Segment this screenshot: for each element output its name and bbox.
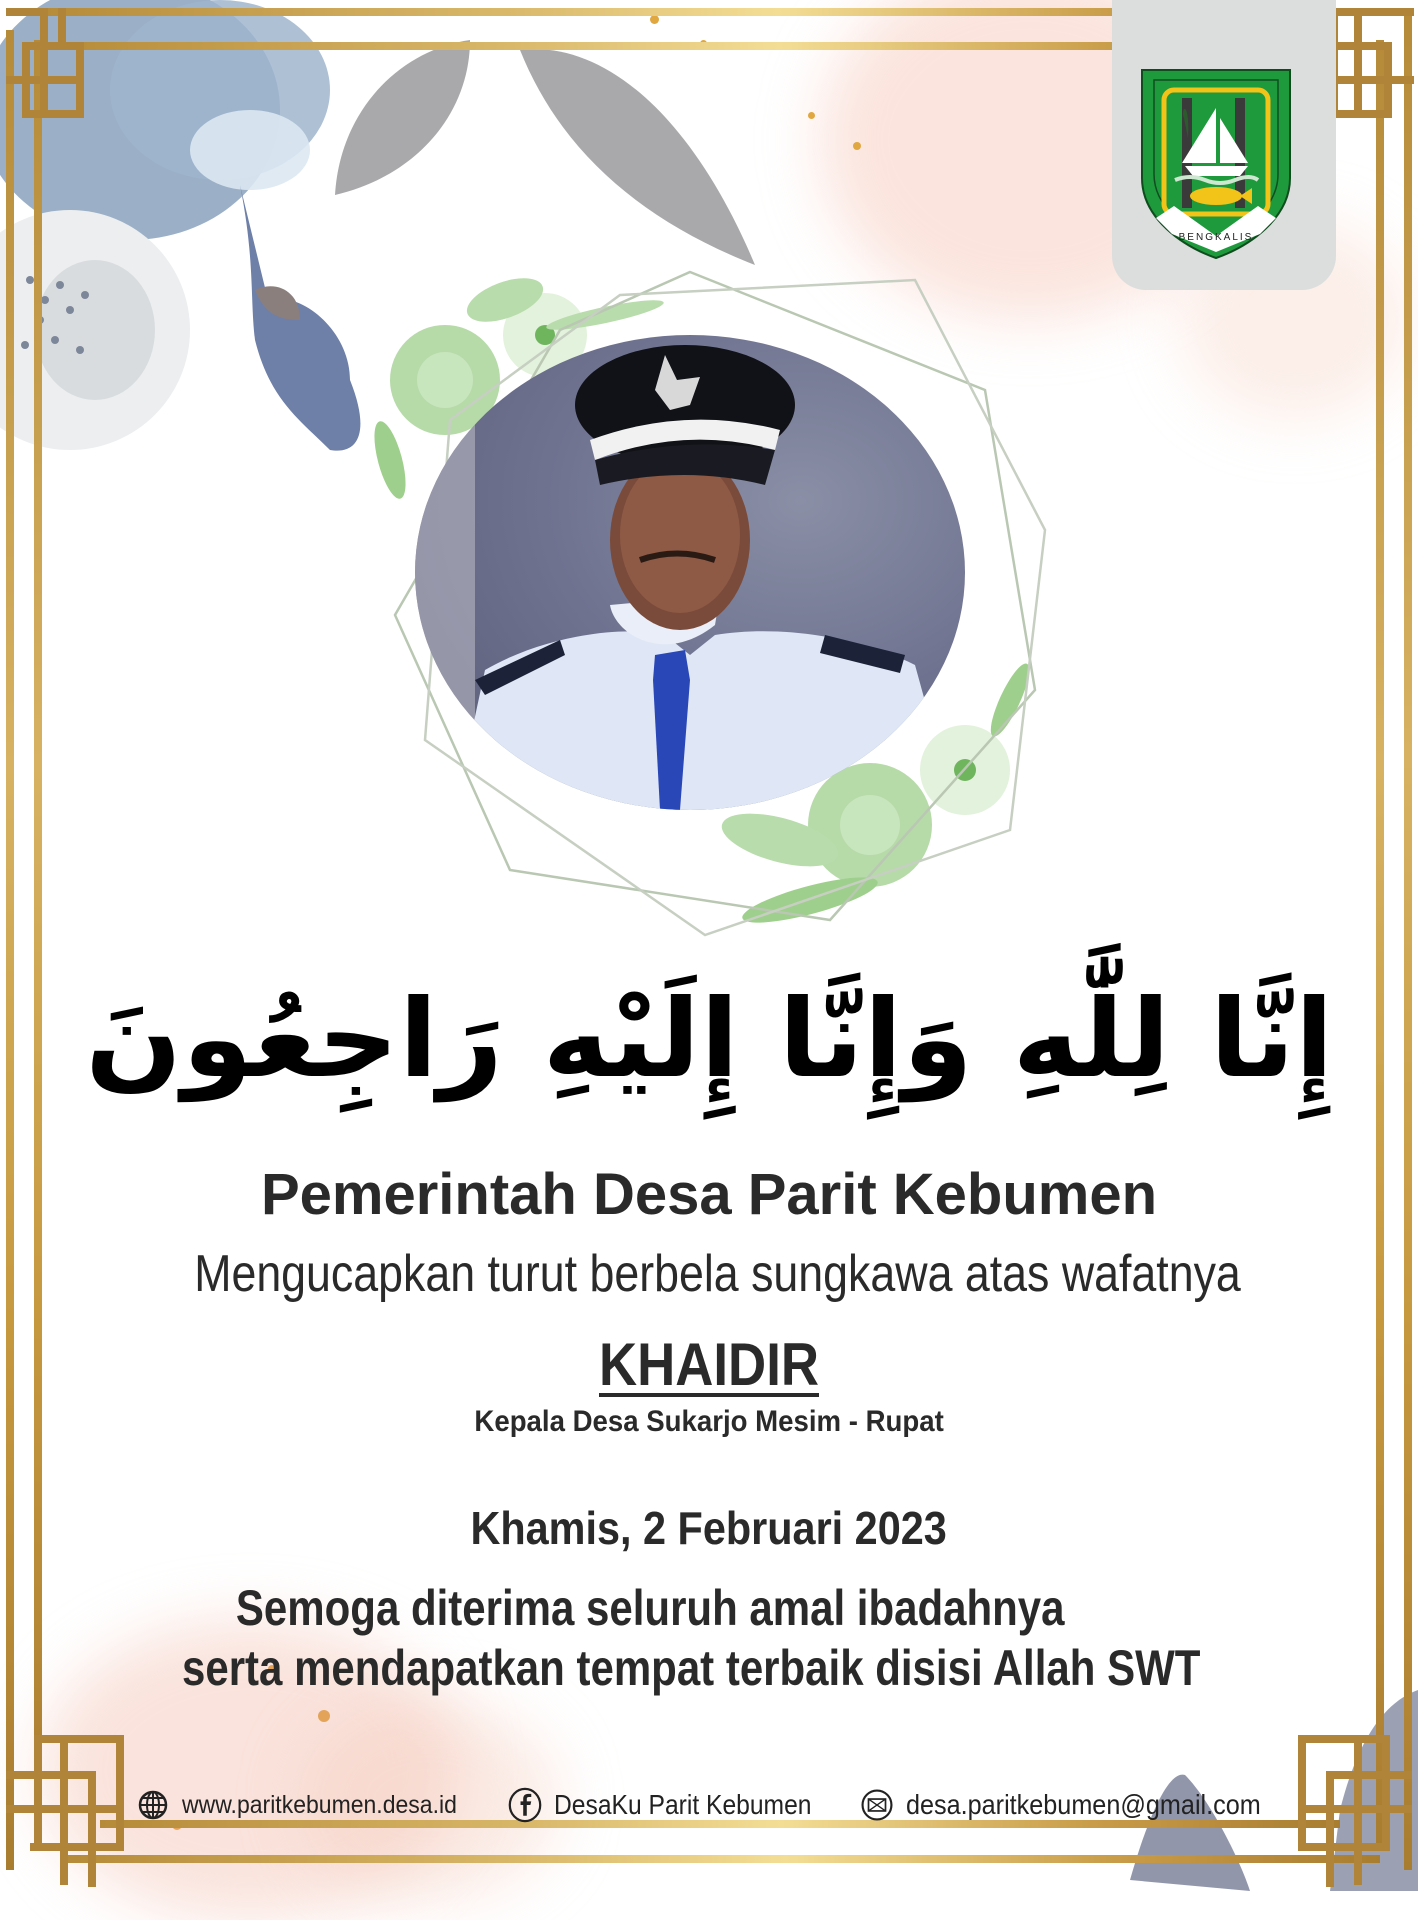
- prayer-line-2-text: serta mendapatkan tempat terbaik disisi Allah SWT: [181, 1640, 1201, 1696]
- footer-website[interactable]: [136, 1788, 481, 1822]
- mail-icon: [860, 1788, 894, 1822]
- lattice-corner-bottom-left: [0, 1735, 120, 1855]
- globe-icon: [136, 1788, 170, 1822]
- prayer-line-1: [0, 1578, 1300, 1638]
- date-line: [0, 1500, 1418, 1556]
- lattice-corner-bottom-right: [1298, 1735, 1418, 1855]
- organization-text: Pemerintah Desa Parit Kebumen: [260, 1162, 1158, 1227]
- footer-email[interactable]: [860, 1788, 1300, 1822]
- arabic-text: إِنَّا لِلَّٰهِ وَإِنَّا إِلَيْهِ رَاجِعُونَ: [84, 977, 1334, 1102]
- facebook-icon: [508, 1788, 542, 1822]
- bengkalis-coat-of-arms-icon: [1140, 68, 1292, 260]
- deceased-position-text: Kepala Desa Sukarjo Mesim - Rupat: [474, 1405, 944, 1438]
- condolence-line: [8, 1244, 1418, 1304]
- arabic-calligraphy: [0, 945, 1418, 1135]
- logo-panel: [1112, 0, 1336, 290]
- footer-facebook[interactable]: [508, 1788, 847, 1822]
- portrait-photo-icon: [415, 335, 965, 810]
- lattice-corner-top-left: [0, 0, 120, 120]
- facebook-link[interactable]: DesaKu Parit Kebumen: [554, 1789, 812, 1820]
- deceased-name: [0, 1330, 1418, 1400]
- email-link[interactable]: desa.paritkebumen@gmail.com: [906, 1789, 1261, 1820]
- website-link[interactable]: www.paritkebumen.desa.id: [182, 1790, 457, 1819]
- deceased-name-text: KHAIDIR: [599, 1331, 819, 1398]
- date-text: Khamis, 2 Februari 2023: [470, 1502, 948, 1554]
- deceased-position: [0, 1404, 1418, 1440]
- prayer-line-1-text: Semoga diterima seluruh amal ibadahnya: [235, 1580, 1065, 1636]
- prayer-line-2: [0, 1638, 1382, 1698]
- svg-text:BENGKALIS: BENGKALIS: [1178, 232, 1254, 243]
- condolence-text: Mengucapkan turut berbela sungkawa atas wafatnya: [193, 1245, 1241, 1303]
- organization-title: [0, 1160, 1418, 1230]
- portrait-photo: [415, 335, 965, 810]
